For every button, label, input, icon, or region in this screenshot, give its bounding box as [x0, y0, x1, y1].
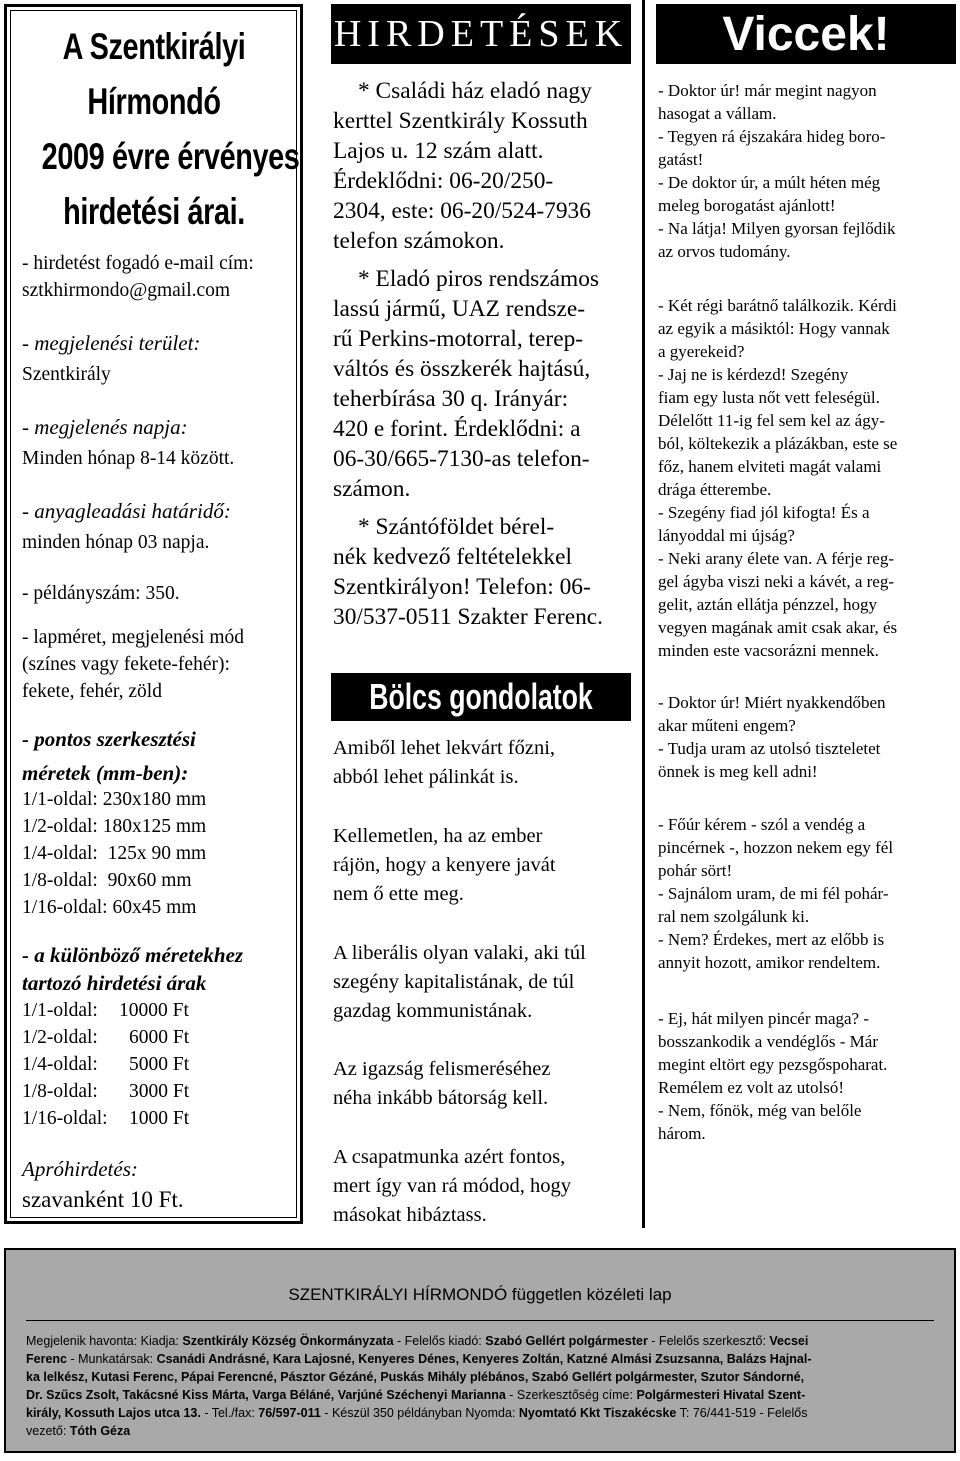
joke-line: - Jaj ne is kérdezd! Szegény: [658, 365, 849, 384]
joke-line: három.: [658, 1124, 706, 1143]
joke-line: főz, hanem elviteti magát valami: [658, 457, 882, 476]
joke-line: ral nem szolgálunk ki.: [658, 907, 810, 926]
copies-text: - példányszám: 350.: [22, 583, 180, 604]
price-row-label: 1/8-oldal:: [22, 1081, 98, 1102]
wisdom-line: másokat hibáztass.: [333, 1204, 487, 1226]
price-row-value: 6000 Ft: [129, 1027, 190, 1048]
joke-line: - Doktor úr! már megint nagyon: [658, 81, 877, 100]
joke-line: - Két régi barátnő találkozik. Kérdi: [658, 296, 897, 315]
joke-line: akar műteni engem?: [658, 716, 796, 735]
joke-line: - Tegyen rá éjszakára hideg boro-: [658, 127, 886, 146]
area-value: Szentkirály: [22, 364, 111, 385]
ad-line: [333, 136, 630, 166]
ad-line-text: Lajos u. 12 szám alatt.: [333, 138, 544, 164]
sizes-label-line-2: méretek (mm-ben):: [22, 761, 189, 785]
joke-line: gel ágyba viszi neki a kávét, a reg-: [658, 572, 895, 591]
ad-line: váltós és összkerék hajtású,: [333, 356, 591, 382]
price-row-label: 1/1-oldal:: [22, 1000, 98, 1021]
joke-line: annyit hozott, amikor rendeltem.: [658, 953, 881, 972]
size-row-value: 180x125 mm: [102, 816, 207, 837]
price-row: [22, 997, 189, 1024]
joke-line: az egyik a másiktól: Hogy vannak: [658, 319, 890, 338]
joke-line: az orvos tudomány.: [658, 242, 791, 261]
price-row-label: 1/16-oldal:: [22, 1108, 108, 1129]
deadline-label: - anyagleadási határidő:: [22, 499, 231, 523]
wisdom-line: A csapatmunka azért fontos,: [333, 1146, 566, 1168]
price-list-title-line-2: Hírmondó: [87, 81, 221, 122]
wisdom-line: nem ő ette meg.: [333, 883, 464, 905]
masthead-bold-text: Tóth Géza: [69, 1424, 131, 1438]
price-row-value: 10000 Ft: [119, 1000, 189, 1021]
area-label: - megjelenési terület:: [22, 331, 201, 355]
size-row-value: 90x60 mm: [107, 870, 192, 891]
joke-line: gelit, aztán ellátja pénzzel, hogy: [658, 595, 878, 614]
size-row-label: 1/16-oldal:: [22, 897, 108, 918]
ads-section-header: HIRDETÉSEK: [331, 4, 631, 64]
mode-line-2: (színes vagy fekete-fehér):: [22, 654, 230, 675]
size-row-label: 1/4-oldal:: [22, 843, 98, 864]
joke-line: - Szegény fiad jól kifogta! És a: [658, 503, 870, 522]
email-label: - hirdetést fogadó e-mail cím:: [22, 253, 254, 274]
masthead-text: - Tel./fax:: [200, 1406, 259, 1420]
joke-line: hasogat a vállam.: [658, 104, 777, 123]
masthead-line: [26, 1332, 808, 1350]
joke-line: - Főúr kérem - szól a vendég a: [658, 815, 866, 834]
price-list-title-line-1: A Szentkirályi: [62, 26, 246, 67]
masthead-bold-text: Szentkirály Község Önkormányzata: [182, 1334, 394, 1348]
masthead-bold-text: király, Kossuth Lajos utca 13.: [26, 1406, 201, 1420]
masthead-bold-text: ka lelkész, Kutasi Ferenc, Pápai Ferencné, Pásztor Gézáné, Puskás Mihály plébános, Szabó Gellért polgármester, Szutor Sándorné,: [26, 1370, 805, 1384]
ad-line: lassú jármű, UAZ rendsze-: [333, 296, 586, 322]
joke-line: a gyerekeid?: [658, 342, 745, 361]
joke-line: - Nem? Érdekes, mert az előbb is: [658, 930, 885, 949]
masthead-text: - Felelős szerkesztő:: [647, 1334, 770, 1348]
masthead-title: SZENTKIRÁLYI HÍRMONDÓ független közéleti lap: [288, 1285, 672, 1304]
masthead-bold-text: Nyomtató Kkt Tiszakécske: [518, 1406, 677, 1420]
price-row-value: 1000 Ft: [129, 1108, 190, 1129]
day-value: Minden hónap 8-14 között.: [22, 448, 235, 469]
ad-line: 420 e forint. Érdeklődni: a: [333, 416, 581, 442]
size-row-label: 1/1-oldal:: [22, 789, 98, 810]
masthead-bold-text: Polgármesteri Hivatal Szent-: [636, 1388, 806, 1402]
price-row: [22, 1024, 189, 1051]
joke-line: - Ej, hát milyen pincér maga? -: [658, 1009, 869, 1028]
ad-line: 2304, este: 06-20/524-7936: [333, 198, 591, 224]
mode-line-3: fekete, fehér, zöld: [22, 681, 162, 702]
email-value: sztkhirmondo@gmail.com: [22, 280, 231, 301]
size-row-value: 60x45 mm: [112, 897, 197, 918]
joke-line: megint eltört egy pezsgőspoharat.: [658, 1055, 888, 1074]
price-row-value: 3000 Ft: [129, 1081, 190, 1102]
prices-label-line-2: tartozó hirdetési árak: [22, 971, 207, 995]
wisdom-section-header: [331, 673, 631, 721]
ad-line: kerttel Szentkirály Kossuth: [333, 108, 588, 134]
size-row-label: 1/2-oldal:: [22, 816, 98, 837]
sizes-label-line-1: - pontos szerkesztési: [22, 727, 196, 751]
price-row: [22, 1078, 189, 1105]
ad-line: nék kedvező feltételekkel: [333, 544, 572, 570]
price-row: [22, 1105, 189, 1132]
joke-line: Remélem ez volt az utolsó!: [658, 1078, 844, 1097]
wisdom-line: Amiből lehet lekvárt főzni,: [333, 737, 556, 759]
wisdom-section-header-text: Bölcs gondolatok: [369, 676, 593, 717]
masthead-bold-text: Dr. Szűcs Zsolt, Takácsné Kiss Márta, Varga Béláné, Varjúné Széchenyi Marianna: [26, 1388, 506, 1402]
masthead-text: - Készül 350 példányban Nyomda:: [320, 1406, 519, 1420]
joke-line: bosszankodik a vendéglős - Már: [658, 1032, 879, 1051]
price-row-value: 5000 Ft: [129, 1054, 190, 1075]
joke-line: vegyen magának amit csak akar, és: [658, 618, 898, 637]
size-row-value: 230x180 mm: [102, 789, 207, 810]
masthead-text: - Felelős kiadó:: [393, 1334, 486, 1348]
wisdom-line: mert így van rá módod, hogy: [333, 1175, 571, 1197]
masthead-bold-text: Szabó Gellért polgármester: [485, 1334, 648, 1348]
masthead-bold-text: Ferenc: [26, 1352, 67, 1366]
wisdom-line: Kellemetlen, ha az ember: [333, 825, 543, 847]
deadline-value: minden hónap 03 napja.: [22, 532, 210, 553]
price-list-title-line-3: 2009 évre érvényes: [41, 136, 300, 177]
joke-line: - Sajnálom uram, de mi fél pohár-: [658, 884, 889, 903]
ad-line: * Családi ház eladó nagy: [358, 78, 592, 104]
ad-line: * Eladó piros rendszámos: [358, 266, 599, 292]
classified-label: Apróhirdetés:: [22, 1157, 138, 1181]
masthead-text: Megjelenik havonta: Kiadja:: [26, 1334, 183, 1348]
mode-line-1: - lapméret, megjelenési mód: [22, 627, 245, 648]
wisdom-line: néha inkább bátorság kell.: [333, 1087, 549, 1109]
price-list-title-line-4: hirdetési árai.: [63, 191, 245, 232]
joke-line: - Doktor úr! Miért nyakkendőben: [658, 693, 886, 712]
masthead-text: vezető:: [26, 1424, 70, 1438]
ad-line: * Szántóföldet bérel-: [358, 514, 555, 540]
ad-line: rű Perkins-motorral, terep-: [333, 326, 584, 352]
prices-label-line-1: - a különböző méretekhez: [22, 943, 244, 967]
masthead-divider: [26, 1320, 934, 1321]
size-row-label: 1/8-oldal:: [22, 870, 98, 891]
price-row-label: 1/4-oldal:: [22, 1054, 98, 1075]
column-divider: [642, 0, 645, 1228]
joke-line: pohár sört!: [658, 861, 733, 880]
masthead-line: [26, 1368, 804, 1386]
ad-line: telefon számokon.: [333, 228, 505, 254]
joke-line: - Na látja! Milyen gyorsan fejlődik: [658, 219, 896, 238]
wisdom-line: A liberális olyan valaki, aki túl: [333, 942, 586, 964]
joke-line: gatást!: [658, 150, 704, 169]
wisdom-line: gazdag kommunistának.: [333, 1000, 533, 1022]
joke-line: drága étterembe.: [658, 480, 772, 499]
masthead-bold-text: Vecsei: [769, 1334, 809, 1348]
ad-line: Szentkirályon! Telefon: 06-: [333, 574, 591, 600]
size-row: [22, 894, 196, 921]
masthead-bold-text: Csanádi Andrásné, Kara Lajosné, Kenyeres Dénes, Kenyeres Zoltán, Katzné Almási Zsuzsanna, Balázs Hajnal-: [156, 1352, 812, 1366]
masthead-footer: [4, 1248, 956, 1453]
joke-line: - Nem, főnök, még van belőle: [658, 1101, 862, 1120]
price-row: [22, 1051, 189, 1078]
wisdom-line: Az igazság felismeréséhez: [333, 1058, 551, 1080]
masthead-line: [26, 1404, 807, 1422]
classified-value: szavanként 10 Ft.: [22, 1187, 184, 1212]
joke-line: meleg borogatást ajánlott!: [658, 196, 836, 215]
wisdom-line: rájön, hogy a kenyere javát: [333, 854, 556, 876]
masthead-bold-text: 76/597-011: [258, 1406, 321, 1420]
joke-line: önnek is meg kell adni!: [658, 762, 818, 781]
joke-line: minden este vacsorázni mennek.: [658, 641, 879, 660]
wisdom-line: szegény kapitalistának, de túl: [333, 971, 575, 993]
ad-line: 30/537-0511 Szakter Ferenc.: [333, 604, 603, 630]
joke-line: ból, költekezik a plázákban, este se: [658, 434, 898, 453]
size-row: [22, 840, 206, 867]
joke-line: pincérnek -, hozzon nekem egy fél: [658, 838, 894, 857]
ad-line: Érdeklődni: 06-20/250-: [333, 168, 554, 194]
size-row-value: 125x 90 mm: [107, 843, 207, 864]
masthead-line: [26, 1386, 805, 1404]
joke-line: - De doktor úr, a múlt héten még: [658, 173, 881, 192]
masthead-text: - Munkatársak:: [67, 1352, 157, 1366]
masthead-line: [26, 1422, 130, 1440]
ad-line: teherbírása 30 q. Irányár:: [333, 386, 569, 412]
masthead-text: - Szerkesztőség címe:: [505, 1388, 637, 1402]
jokes-section-header: Viccek!: [656, 4, 956, 64]
masthead-line: [26, 1350, 811, 1368]
size-row: [22, 786, 206, 813]
day-label: - megjelenés napja:: [22, 415, 188, 439]
wisdom-line: abból lehet pálinkát is.: [333, 766, 519, 788]
joke-line: - Tudja uram az utolsó tiszteletet: [658, 739, 881, 758]
ad-line: számon.: [333, 476, 411, 502]
price-row-label: 1/2-oldal:: [22, 1027, 98, 1048]
masthead-text: T: 76/441-519 - Felelős: [676, 1406, 808, 1420]
joke-line: - Neki arany élete van. A férje reg-: [658, 549, 894, 568]
size-row: [22, 867, 192, 894]
joke-line: fiam egy lusta nőt vett feleségül.: [658, 388, 880, 407]
joke-line: lányoddal mi újság?: [658, 526, 795, 545]
size-row: [22, 813, 206, 840]
joke-line: Délelőtt 11-ig fel sem kel az ágy-: [658, 411, 885, 430]
ad-line: 06-30/665-7130-as telefon-: [333, 446, 590, 472]
